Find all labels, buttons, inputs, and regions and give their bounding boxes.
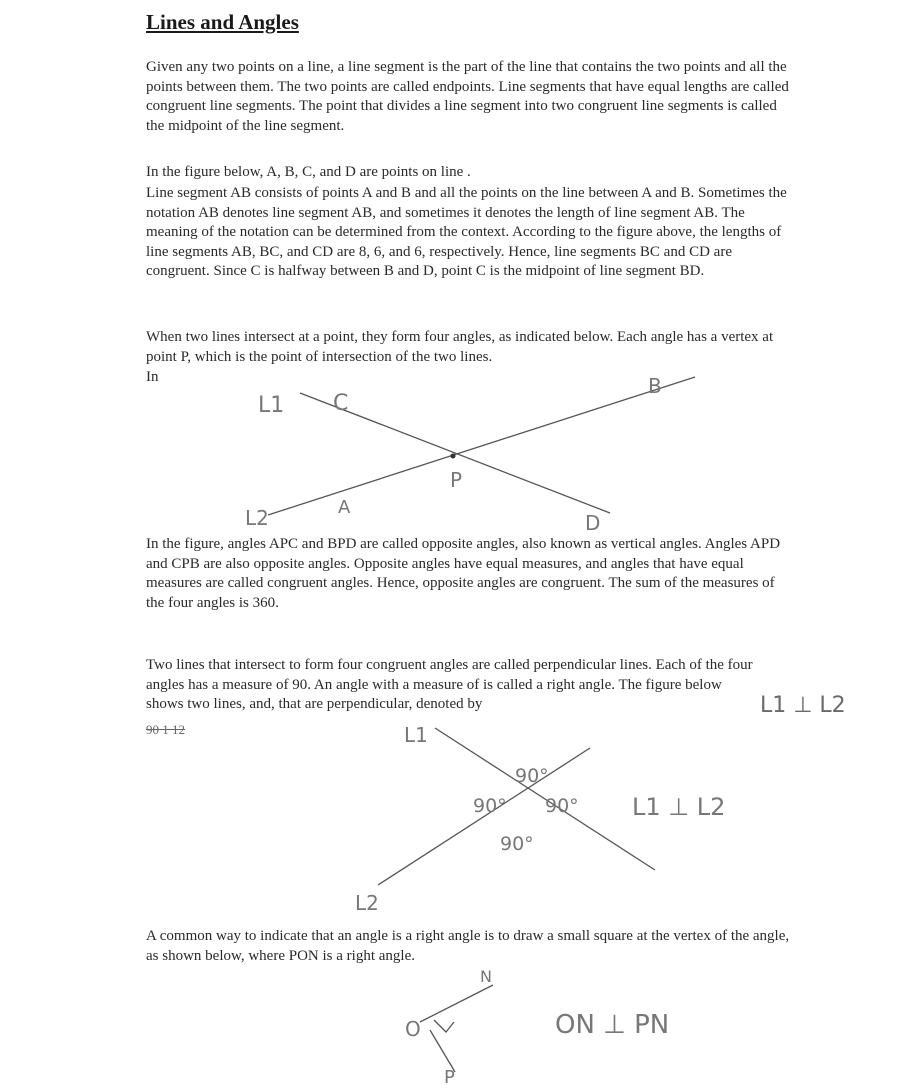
label-l1: L1 <box>258 393 285 418</box>
ray-on <box>420 985 493 1022</box>
perp-notation-fig2: L1 ⊥ L2 <box>632 793 726 821</box>
label-l1-fig2: L1 <box>404 723 428 747</box>
right-angle-square <box>434 1020 454 1032</box>
label-p-fig3: P <box>444 1067 455 1088</box>
label-l2-fig2: L2 <box>355 891 379 915</box>
label-b: B <box>648 374 662 398</box>
label-d: D <box>585 511 601 535</box>
label-n: N <box>480 967 492 986</box>
paragraph-right-angle: A common way to indicate that an angle is a right angle is to draw a small square at the vertex of the angle, as shown below, where PON is a right angle. <box>146 928 790 964</box>
label-p: P <box>450 468 463 492</box>
paragraph-figure-points: In the figure below, A, B, C, and D are points on line . <box>146 164 471 180</box>
perp-notation-inline: L1 ⊥ L2 <box>760 693 846 718</box>
paragraph-in: In <box>146 369 159 385</box>
paragraph-intersect: When two lines intersect at a point, they form four angles, as indicated below. Each angle has a vertex at point P, which is the point of intersection of the two lines. <box>146 329 774 365</box>
angle-right: 90° <box>545 795 579 817</box>
label-a: A <box>338 497 351 518</box>
paragraph-opposite-angles: In the figure, angles APC and BPD are called opposite angles, also known as vertical angles. Angles APD and CPB are also opposite angles. Opposite angles have equal measures, and angles that have equal measures are called congruent angles. Hence, opposite angles are congruent. The sum of the measures of the four angles is 360. <box>146 536 781 611</box>
paragraph-perpendicular: Two lines that intersect to form four congruent angles are called perpendicular lines. Each of the four angles has a measure of 90. An angle with a measure of is called a right angle. The figure below shows two lines, and, that are perpendicular, denoted by <box>146 657 753 712</box>
page-title: Lines and Angles <box>146 10 299 34</box>
garbled-text: 90 1 12 <box>146 722 185 737</box>
paragraph-segment-ab: Line segment AB consists of points A and B and all the points on the line between A and B. Sometimes the notation AB denotes line segment AB, and sometimes it denotes the length of line segment AB. The meaning of the notation can be determined from the context. According to the figure above, the lengths of line segments AB, BC, and CD are 8, 6, and 6, respectively. Hence, line segments BC and CD are congruent. Since C is halfway between B and D, point C is the midpoint of line segment BD. <box>146 185 787 279</box>
perp-notation-fig3: ON ⊥ PN <box>555 1010 670 1040</box>
label-o: O <box>405 1017 421 1041</box>
angle-left: 90° <box>473 795 507 817</box>
point-p <box>451 454 456 459</box>
paragraph-line-segment: Given any two points on a line, a line segment is the part of the line that contains the two points and all the points between them. The two points are called endpoints. Line segments that have equal lengths are called congruent line segments. The point that divides a line segment into two congruent line segments is called the midpoint of the line segment. <box>146 59 789 134</box>
label-l2: L2 <box>245 506 269 530</box>
ray-op <box>430 1030 455 1072</box>
angle-top: 90° <box>515 765 549 787</box>
label-c: C <box>333 391 349 416</box>
angle-bottom: 90° <box>500 833 534 855</box>
